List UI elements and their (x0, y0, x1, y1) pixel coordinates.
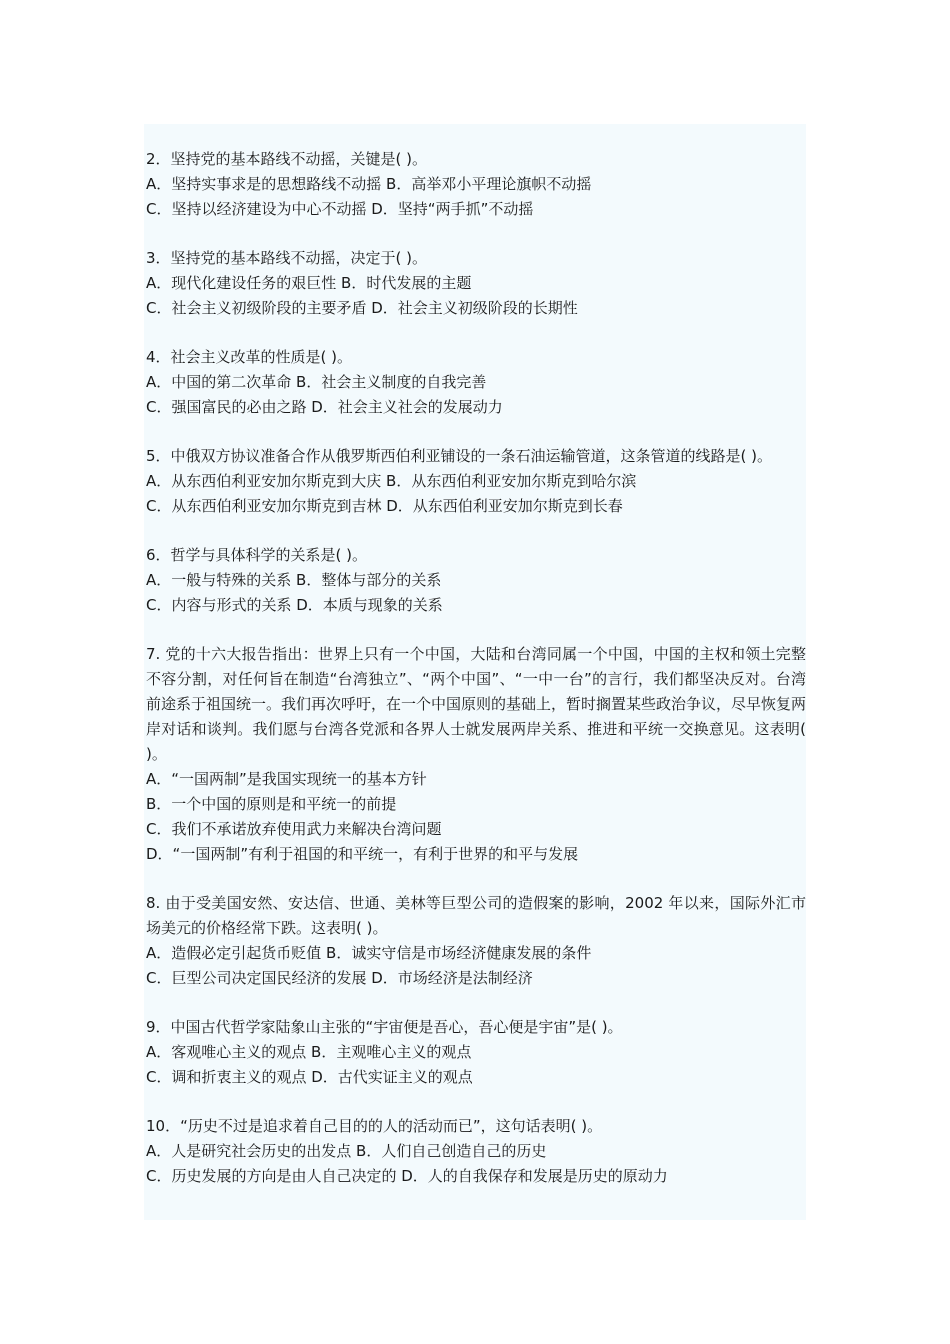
question-option: C．我们不承诺放弃使用武力来解决台湾问题 (146, 820, 442, 838)
question-3 (146, 246, 806, 321)
question-options: A．一般与特殊的关系 B．整体与部分的关系 (146, 571, 442, 589)
question-options: A．从东西伯利亚安加尔斯克到大庆 B．从东西伯利亚安加尔斯克到哈尔滨 (146, 472, 637, 490)
question-list (146, 147, 806, 1213)
question-stem: 3．坚持党的基本路线不动摇，决定于( )。 (146, 249, 428, 267)
question-7 (146, 642, 806, 867)
question-option: D．“一国两制”有利于祖国的和平统一，有利于世界的和平与发展 (146, 845, 579, 863)
question-stem: 8. 由于受美国安然、安达信、世通、美林等巨型公司的造假案的影响，2002 年以来，国际外汇市场美元的价格经常下跌。这表明( )。 (146, 894, 806, 937)
question-options: A．人是研究社会历史的出发点 B．人们自己创造自己的历史 (146, 1142, 547, 1160)
question-option: B．一个中国的原则是和平统一的前提 (146, 795, 397, 813)
question-stem: 4．社会主义改革的性质是( )。 (146, 348, 353, 366)
question-4 (146, 345, 806, 420)
question-options: C．从东西伯利亚安加尔斯克到吉林 D．从东西伯利亚安加尔斯克到长春 (146, 497, 623, 515)
question-options: C．巨型公司决定国民经济的发展 D．市场经济是法制经济 (146, 969, 533, 987)
question-options: C．坚持以经济建设为中心不动摇 D．坚持“两手抓”不动摇 (146, 200, 534, 218)
question-stem: 9．中国古代哲学家陆象山主张的“宇宙便是吾心，吾心便是宇宙”是( )。 (146, 1018, 623, 1036)
question-options: C．强国富民的必由之路 D．社会主义社会的发展动力 (146, 398, 503, 416)
question-options: C．社会主义初级阶段的主要矛盾 D．社会主义初级阶段的长期性 (146, 299, 578, 317)
question-8 (146, 891, 806, 991)
question-options: A．造假必定引起货币贬值 B．诚实守信是市场经济健康发展的条件 (146, 944, 592, 962)
question-options: A．中国的第二次革命 B．社会主义制度的自我完善 (146, 373, 487, 391)
question-6 (146, 543, 806, 618)
question-stem: 2．坚持党的基本路线不动摇，关键是( )。 (146, 150, 428, 168)
question-stem: 10．“历史不过是追求着自己目的的人的活动而已”，这句话表明( )。 (146, 1117, 603, 1135)
question-option: A．“一国两制”是我国实现统一的基本方针 (146, 770, 427, 788)
question-5 (146, 444, 806, 519)
question-stem: 6．哲学与具体科学的关系是( )。 (146, 546, 368, 564)
question-2 (146, 147, 806, 222)
question-9 (146, 1015, 806, 1090)
question-options: A．坚持实事求是的思想路线不动摇 B．高举邓小平理论旗帜不动摇 (146, 175, 592, 193)
question-stem: 7. 党的十六大报告指出：世界上只有一个中国，大陆和台湾同属一个中国，中国的主权和领土完整不容分割，对任何旨在制造“台湾独立”、“两个中国”、“一中一台”的言行，我们都坚决反对。台湾前途系于祖国统一。我们再次呼吁，在一个中国原则的基础上，暂时搁置某些政治争议，尽早恢复两岸对话和谈判。我们愿与台湾各党派和各界人士就发展两岸关系、推进和平统一交换意见。这表明( )。 (146, 645, 807, 763)
question-options: C．历史发展的方向是由人自己决定的 D．人的自我保存和发展是历史的原动力 (146, 1167, 668, 1185)
question-options: C．内容与形式的关系 D．本质与现象的关系 (146, 596, 443, 614)
question-options: C．调和折衷主义的观点 D．古代实证主义的观点 (146, 1068, 473, 1086)
question-options: A．现代化建设任务的艰巨性 B．时代发展的主题 (146, 274, 472, 292)
question-stem: 5．中俄双方协议准备合作从俄罗斯西伯利亚铺设的一条石油运输管道，这条管道的线路是( )。 (146, 447, 773, 465)
question-options: A．客观唯心主义的观点 B．主观唯心主义的观点 (146, 1043, 472, 1061)
question-10 (146, 1114, 806, 1189)
